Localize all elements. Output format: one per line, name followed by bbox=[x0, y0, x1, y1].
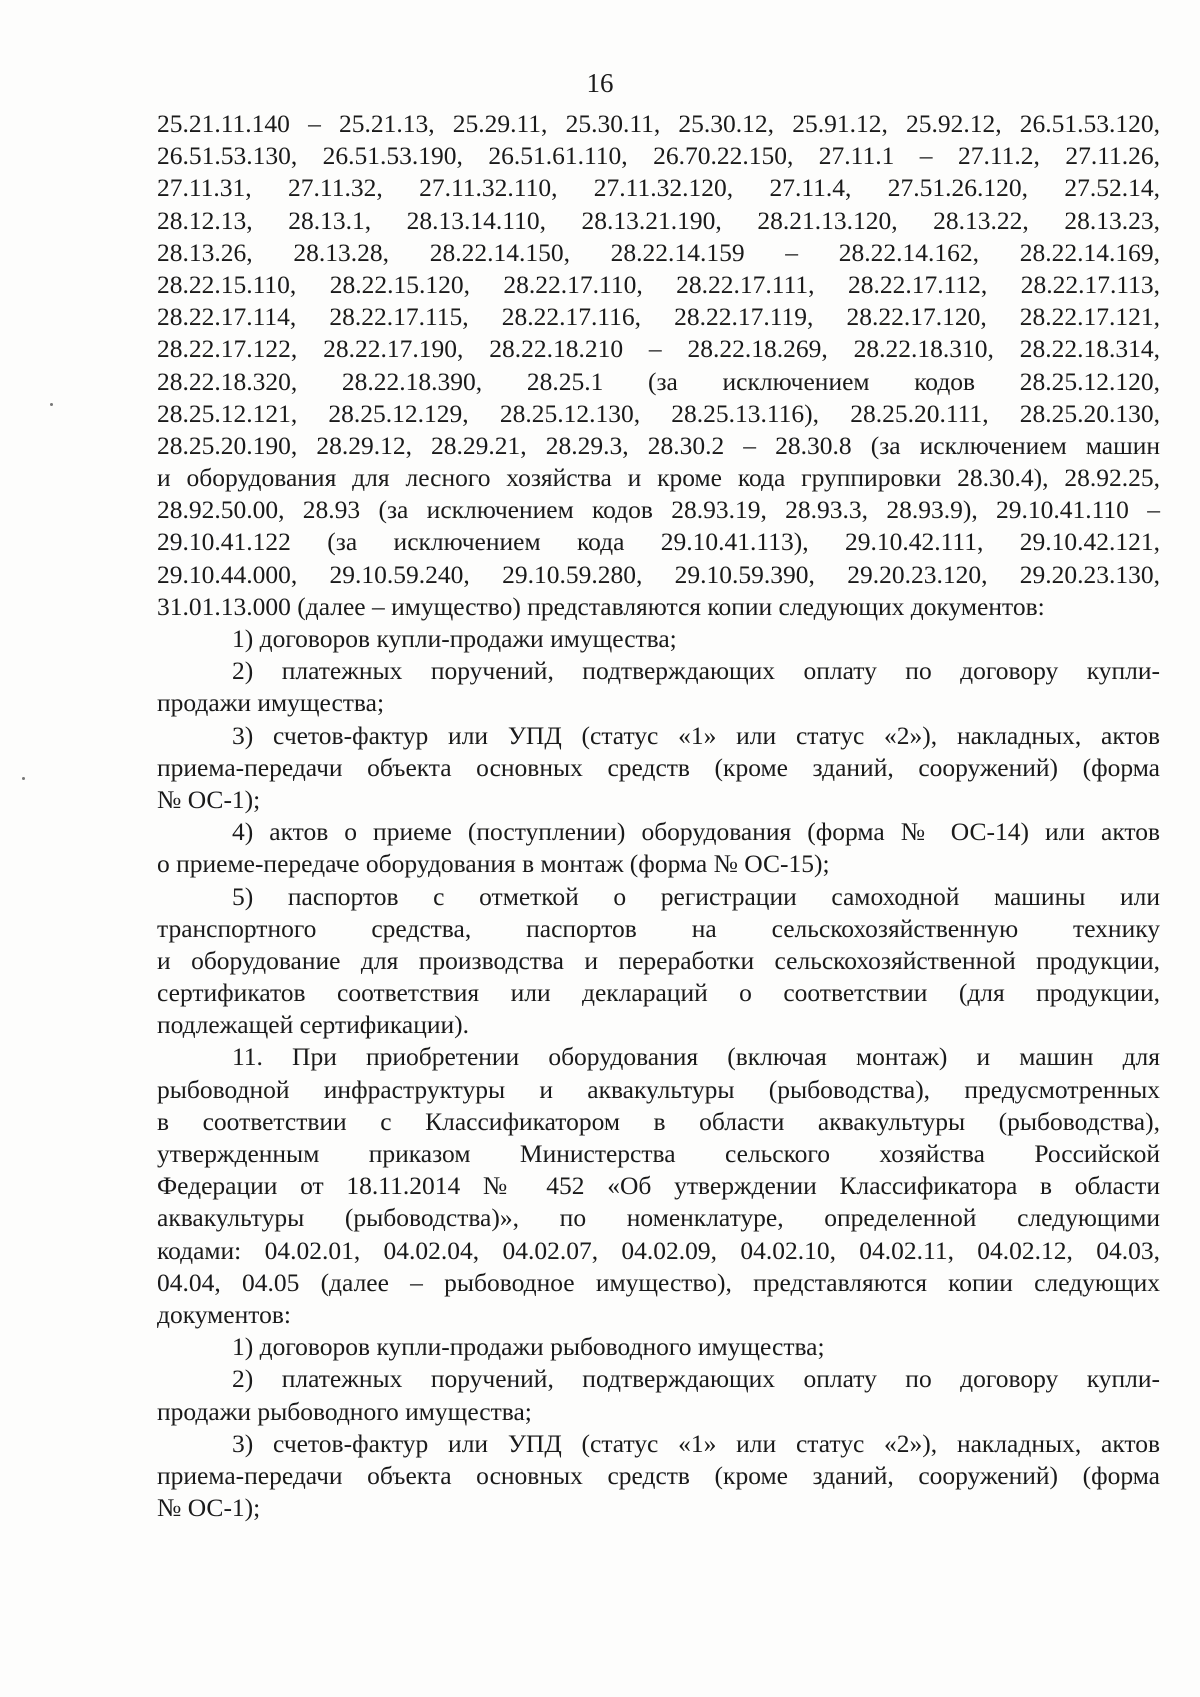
text-line: 1) договоров купли-продажи рыбоводного имущества; bbox=[232, 1332, 825, 1362]
text-line: о приеме-передаче оборудования в монтаж (форма № ОС-15); bbox=[157, 849, 830, 879]
text-line: 28.22.18.320, 28.22.18.390, 28.25.1 (за исключением кодов 28.25.12.120, bbox=[157, 366, 1160, 396]
text-line: 28.92.50.00, 28.93 (за исключением кодов 28.93.19, 28.93.3, 28.93.9), 29.10.41.110 – bbox=[157, 495, 1160, 525]
text-line: 11. При приобретении оборудования (включая монтаж) и машин для bbox=[232, 1042, 1160, 1072]
text-line: № ОС-1); bbox=[157, 784, 261, 814]
text-line: 3) счетов-фактур или УПД (статус «1» или статус «2»), накладных, актов bbox=[232, 1428, 1160, 1458]
text-line: 28.12.13, 28.13.1, 28.13.14.110, 28.13.21.190, 28.21.13.120, 28.13.22, 28.13.23, bbox=[157, 205, 1160, 235]
text-line: и оборудования для лесного хозяйства и кроме кода группировки 28.30.4), 28.92.25, bbox=[157, 463, 1160, 493]
text-line: документов: bbox=[157, 1299, 291, 1329]
text-line: приема-передачи объекта основных средств (кроме зданий, сооружений) (форма bbox=[157, 1460, 1160, 1490]
text-line: 5) паспортов с отметкой о регистрации самоходной машины или bbox=[232, 881, 1160, 911]
text-line: 28.22.15.110, 28.22.15.120, 28.22.17.110, 28.22.17.111, 28.22.17.112, 28.22.17.113, bbox=[157, 269, 1160, 299]
text-line: 2) платежных поручений, подтверждающих оплату по договору купли- bbox=[232, 1364, 1160, 1394]
text-line: 27.11.31, 27.11.32, 27.11.32.110, 27.11.32.120, 27.11.4, 27.51.26.120, 27.52.14, bbox=[157, 173, 1160, 203]
text-line: 3) счетов-фактур или УПД (статус «1» или статус «2»), накладных, актов bbox=[232, 720, 1160, 750]
text-line: 28.25.12.121, 28.25.12.129, 28.25.12.130, 28.25.13.116), 28.25.20.111, 28.25.20.130, bbox=[157, 398, 1160, 428]
text-line: кодами: 04.02.01, 04.02.04, 04.02.07, 04.02.09, 04.02.10, 04.02.11, 04.02.12, 04.03, bbox=[157, 1235, 1160, 1265]
text-line: в соответствии с Классификатором в области аквакультуры (рыбоводства), bbox=[157, 1106, 1160, 1136]
text-line: и оборудование для производства и переработки сельскохозяйственной продукции, bbox=[157, 945, 1160, 975]
text-line: № ОС-1); bbox=[157, 1493, 261, 1523]
page-number: 16 bbox=[586, 68, 614, 98]
text-line: 28.25.20.190, 28.29.12, 28.29.21, 28.29.3, 28.30.2 – 28.30.8 (за исключением машин bbox=[157, 430, 1160, 460]
text-line: продажи имущества; bbox=[157, 688, 385, 718]
text-line: 25.21.11.140 – 25.21.13, 25.29.11, 25.30.11, 25.30.12, 25.91.12, 25.92.12, 26.51.53.120, bbox=[157, 109, 1160, 138]
text-line: 29.10.41.122 (за исключением кода 29.10.41.113), 29.10.42.111, 29.10.42.121, bbox=[157, 527, 1160, 557]
text-line: 2) платежных поручений, подтверждающих оплату по договору купли- bbox=[232, 656, 1160, 686]
text-line: 31.01.13.000 (далее – имущество) представляются копии следующих документов: bbox=[157, 591, 1045, 621]
text-line: 28.22.17.122, 28.22.17.190, 28.22.18.210 – 28.22.18.269, 28.22.18.310, 28.22.18.314, bbox=[157, 334, 1160, 364]
text-line: сертификатов соответствия или деклараций о соответствии (для продукции, bbox=[157, 978, 1160, 1008]
body-text bbox=[157, 108, 1160, 1524]
text-line: продажи рыбоводного имущества; bbox=[157, 1396, 532, 1426]
text-line: Федерации от 18.11.2014 № 452 «Об утверждении Классификатора в области bbox=[157, 1171, 1160, 1201]
text-line: рыбоводной инфраструктуры и аквакультуры (рыбоводства), предусмотренных bbox=[157, 1074, 1160, 1104]
scan-speck bbox=[22, 777, 25, 780]
text-line: 28.13.26, 28.13.28, 28.22.14.150, 28.22.14.159 – 28.22.14.162, 28.22.14.169, bbox=[157, 237, 1160, 267]
text-line: подлежащей сертификации). bbox=[157, 1010, 470, 1040]
text-line: 1) договоров купли-продажи имущества; bbox=[232, 624, 677, 653]
text-line: 4) актов о приеме (поступлении) оборудования (форма № ОС-14) или актов bbox=[232, 817, 1160, 847]
text-line: аквакультуры (рыбоводства)», по номенклатуре, определенной следующими bbox=[157, 1203, 1160, 1233]
text-line: 29.10.44.000, 29.10.59.240, 29.10.59.280, 29.10.59.390, 29.20.23.120, 29.20.23.130, bbox=[157, 559, 1160, 589]
text-line: транспортного средства, паспортов на сельскохозяйственную технику bbox=[157, 913, 1160, 943]
scan-speck bbox=[50, 403, 53, 406]
text-line: утвержденным приказом Министерства сельского хозяйства Российской bbox=[157, 1139, 1160, 1168]
text-line: приема-передачи объекта основных средств (кроме зданий, сооружений) (форма bbox=[157, 752, 1160, 782]
text-line: 28.22.17.114, 28.22.17.115, 28.22.17.116, 28.22.17.119, 28.22.17.120, 28.22.17.121, bbox=[157, 302, 1160, 332]
text-line: 26.51.53.130, 26.51.53.190, 26.51.61.110, 26.70.22.150, 27.11.1 – 27.11.2, 27.11.26, bbox=[157, 141, 1160, 171]
text-line: 04.04, 04.05 (далее – рыбоводное имущество), представляются копии следующих bbox=[157, 1267, 1160, 1297]
